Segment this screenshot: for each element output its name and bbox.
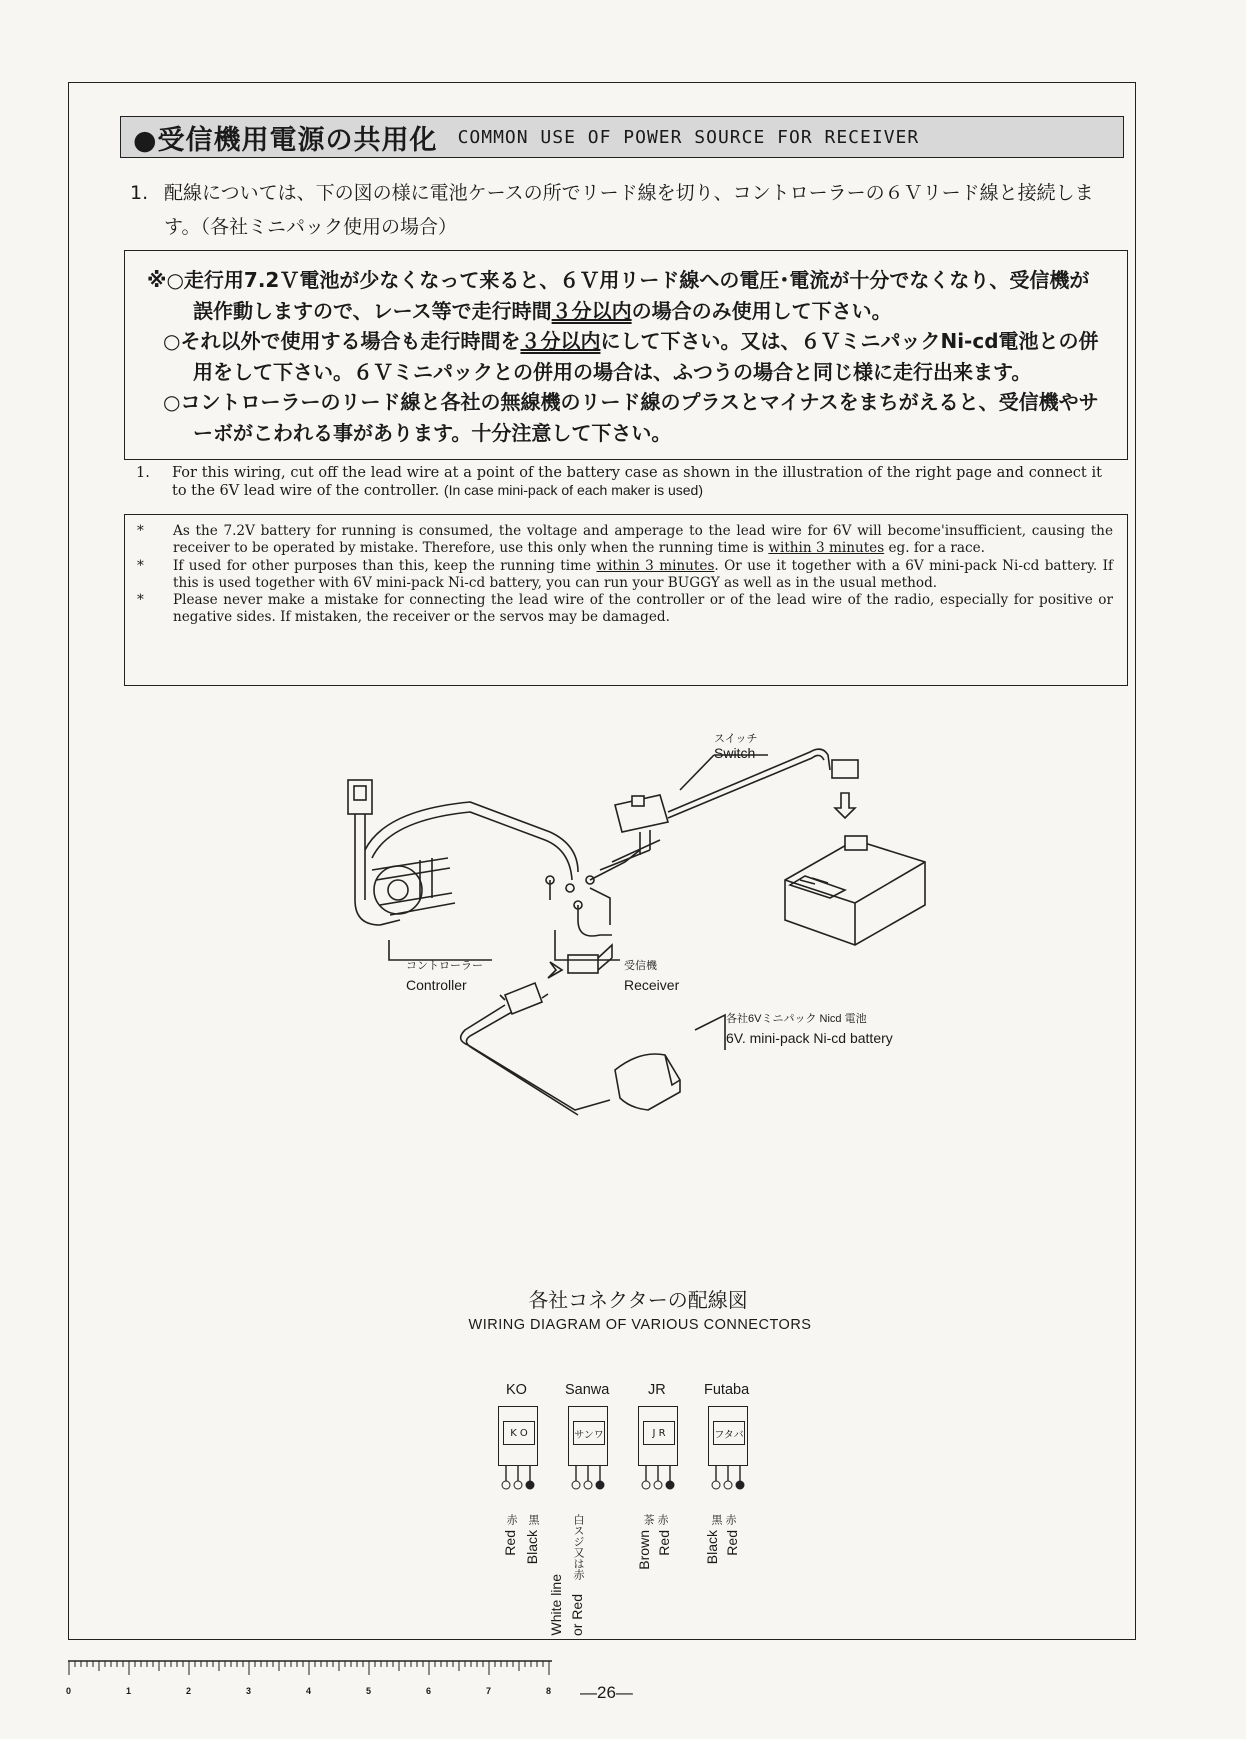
en-instruction-number: 1. [136,465,150,481]
controller-lead-wire [355,814,365,900]
star-mark: * [137,557,144,574]
plug-sanwa-label: サンワ [573,1421,605,1445]
switch-knob [632,796,644,806]
en-note-3-text: Please never make a mistake for connecting the lead wire of the controller or of the lead wire of the radio, especially for positive or negative sides. If mistaken, the receiver or the servos may be damaged. [173,592,1113,626]
en-instruction-note: (In case mini-pack of each maker is used) [443,482,704,498]
battery-wire-loop [461,1005,610,1110]
battery-icon [615,1054,680,1110]
futaba-wire-jp-2: 赤 [724,1514,737,1525]
plug-sanwa-icon [568,1406,608,1466]
plug-sanwa-pins [568,1466,608,1490]
battery-wire-loop-2 [466,1012,578,1115]
maker-name-futaba: Futaba [704,1382,750,1398]
ko-wire-en-1: Red [502,1530,518,1556]
jp-note-2-underline: ３分以内 [520,329,601,353]
plug-futaba-icon [708,1406,748,1466]
battery-lead-wire [578,888,612,936]
plug-futaba-label: フタバ [713,1421,745,1445]
jp-instruction-number: 1. [130,182,149,204]
en-note-2-underline: within 3 minutes [596,557,715,574]
maker-name-ko: KO [506,1382,527,1398]
plug-jr-icon [638,1406,678,1466]
controller-label-en: Controller [406,977,467,993]
receiver-plug-icon [832,760,858,778]
ruler-mark: 6 [426,1686,432,1696]
jp-note-2-text: ○それ以外で使用する場合も走行時間を [163,329,521,353]
en-note-1-underline: within 3 minutes [768,540,885,557]
header-title-en: COMMON USE OF POWER SOURCE FOR RECEIVER [457,126,920,148]
futaba-wire-en-1: Black [704,1530,720,1565]
jp-note-1-text: ○走行用7.2Ｖ電池が少なくなって来ると、６Ｖ用リード線への電圧･電流が十分でなくなり、受信機が誤作動しますので、レース等で走行時間 [166,268,1090,323]
jr-wire-en-2: Red [656,1530,672,1556]
header-title-jp: ●受信機用電源の共用化 [133,124,438,156]
jr-wire-jp-2: 赤 [656,1514,669,1525]
switch-label-jp: スイッチ [714,733,758,745]
controller-label-jp: コントローラー [406,960,483,972]
receiver-label-jp: 受信機 [624,960,657,972]
en-note-2-text: If used for other purposes than this, keep the running time [173,557,591,574]
controller-plug-icon [348,780,372,814]
sanwa-wire-jp-1: 白スジ又は赤 [572,1514,585,1580]
sanwa-wire-en-2: or Red [569,1594,585,1637]
switch-to-junction-wire [600,840,660,870]
maker-name-jr: JR [648,1382,666,1398]
arrow-left-icon [548,962,562,978]
page-number: —26— [580,1683,633,1702]
switch-label-en: Switch [714,745,756,761]
ruler-mark: 2 [186,1686,192,1696]
connectors-title-jp: 各社コネクターの配線図 [528,1288,748,1312]
star-mark: * [137,523,144,539]
plug-jr-label: J R [643,1421,675,1445]
mid-connector-wire [598,945,612,970]
ko-wire-jp-2: 黒 [527,1514,540,1525]
battery-label-en: 6V. mini-pack Ni-cd battery [726,1030,893,1046]
connectors-title-en: WIRING DIAGRAM OF VARIOUS CONNECTORS [468,1317,812,1333]
mid-connector-icon [568,955,598,973]
battery-connector-icon [505,983,542,1014]
ko-wire-jp-1: 赤 [505,1514,518,1525]
plug-jr-pins [638,1466,678,1490]
junction-2 [566,884,574,892]
futaba-wire-jp-1: 黒 [710,1514,723,1525]
plug-ko-label: K O [503,1421,535,1445]
ko-wire-en-2: Black [524,1530,540,1565]
jp-note-1-tail: の場合のみ使用して下さい。 [631,298,892,323]
en-note-2-tail: . Or use it together with a 6V mini-pack Ni-cd battery. If this is used together with 6V mini-pack Ni-cd battery, you can run your BUGGY as well as in the usual method. [173,557,1113,591]
sanwa-wire-en-1: White line [548,1574,564,1636]
battery-leader-line [695,1015,725,1050]
ruler [68,1660,558,1690]
star-mark: * [137,592,144,609]
en-note-1-text: As the 7.2V battery for running is consumed, the voltage and amperage to the lead wire for 6V will become'insufficient, causing the receiver to be operated by mistake. Therefore, use this only when the running time is [173,523,1113,557]
plug-ko-icon [498,1406,538,1466]
jr-wire-en-1: Brown [636,1530,652,1570]
ruler-mark: 1 [126,1686,132,1696]
en-note-1-tail: eg. for a race. [888,540,985,557]
ruler-mark: 3 [246,1686,252,1696]
note-mark: ※ [147,268,167,292]
jp-note-2-tail: にして下さい。又は、６ＶミニパックNi-cd電池との併用をして下さい。６Ｖミニパックとの併用の場合は、ふつうの場合と同じ様に走行出来ます。 [193,329,1099,384]
jp-note-1-underline: ３分以内 [551,298,632,323]
junction-wires [550,850,640,900]
plug-ko-pins [498,1466,538,1490]
jr-wire-jp-1: 茶 [642,1514,655,1525]
plug-futaba-pins [708,1466,748,1490]
futaba-wire-en-2: Red [724,1530,740,1556]
ruler-mark: 7 [486,1686,492,1696]
ruler-mark: 4 [306,1686,312,1696]
ruler-mark: 0 [66,1686,72,1696]
maker-name-sanwa: Sanwa [565,1382,610,1398]
receiver-label-en: Receiver [624,977,680,993]
jp-instruction-text: 配線については、下の図の様に電池ケースの所でリード線を切り、コントローラーの６Ｖリード線と接続します。（各社ミニパック使用の場合） [164,182,1094,238]
arrow-down-icon [835,793,855,818]
en-instruction-text: For this wiring, cut off the lead wire at a point of the battery case as shown in the illustration of the right page and connect it to the 6V lead wire of the controller. [172,465,1102,499]
jp-note-3: ○コントローラーのリード線と各社の無線機のリード線のプラスとマイナスをまちがえると、受信機やサーボがこわれる事があります。十分注意して下さい。 [163,390,1099,445]
ruler-mark: 5 [366,1686,372,1696]
battery-label-jp: 各社6Vミニパック Nicd 電池 [726,1013,867,1025]
ruler-mark: 8 [546,1686,552,1696]
receiver-antenna-block [845,836,867,850]
